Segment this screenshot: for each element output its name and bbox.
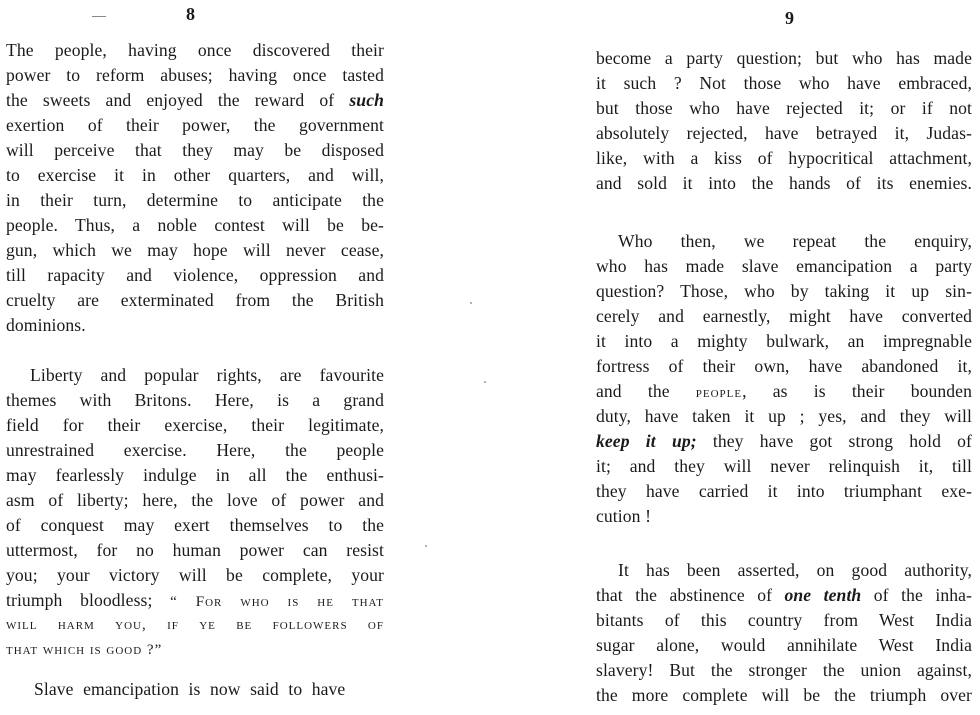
text-line: will perceive that they may be disposed [6,140,384,160]
small-caps-quote-line: will harm you, if ye be followers of [6,617,384,633]
text-line: duty, have taken it up ; yes, and they will [596,406,972,426]
emphasis-keep-it-up: keep it up; [596,431,697,451]
text-line: sugar alone, would annihilate West India [596,635,972,655]
text-line: fortress of their own, have abandoned it, [596,356,972,376]
text-line: it into a mighty bulwark, an impregnable [596,331,972,351]
print-speck [484,381,486,383]
text-line: cution ! [596,506,652,526]
text-line: till rapacity and violence, oppression and [6,265,384,285]
print-speck [470,302,472,304]
text-fragment: they have got strong hold of [696,431,972,451]
text-line: you; your victory will be complete, your [6,565,384,585]
text-line: field for their exercise, their legitimate, [6,415,384,435]
header-rule [92,16,106,17]
small-caps-people: people [695,385,743,401]
text-line: to exercise it in other quarters, and will, [6,165,384,185]
text-line: may fearlessly indulge in all the enthusi- [6,465,384,485]
text-line [596,379,972,404]
text-line: in their turn, determine to anticipate the [6,190,384,210]
text-line: people. Thus, a noble contest will be be- [6,215,384,235]
text-line: absolutely rejected, have betrayed it, Judas- [596,123,972,143]
print-speck [425,545,427,547]
right-paragraph-1 [596,46,972,196]
text-line: become a party question; but who has made [596,48,972,68]
text-fragment: , as is their bounden [742,381,972,401]
text-line: It has been asserted, on good authority, [618,560,972,580]
text-line: asm of liberty; here, the love of power and [6,490,384,510]
text-line: Slave emancipation is now said to have [34,679,346,699]
text-line: it; and they will never relinquish it, till [596,456,972,476]
text-fragment: and the [596,381,696,401]
text-line: the more complete will be the triumph over [596,685,972,705]
page-number-left: 8 [186,4,195,24]
text-line: cerely and earnestly, might have converted [596,306,972,326]
text-line: but those who have rejected it; or if not [596,98,972,118]
text-line [596,583,972,608]
right-paragraph-3 [596,558,972,708]
text-line: unrestrained exercise. Here, the people [6,440,384,460]
text-line: and sold it into the hands of its enemies. [596,173,972,193]
text-line: slavery! But the stronger the union against, [596,660,972,680]
text-line: question? Those, who by taking it up sin- [596,281,972,301]
right-paragraph-2 [596,229,972,529]
right-page [500,0,980,715]
text-line: The people, having once discovered their [6,40,384,60]
text-fragment: of the inha- [861,585,972,605]
page-number-right: 9 [785,8,794,28]
left-paragraph-1 [6,38,384,338]
text-line: power to reform abuses; having once tasted [6,65,384,85]
left-paragraph-2 [6,363,384,663]
text-line [596,429,972,454]
text-line: exertion of their power, the government [6,115,384,135]
text-line: it such ? Not those who have embraced, [596,73,972,93]
left-paragraph-3 [6,677,384,702]
text-line: gun, which we may hope will never cease, [6,240,384,260]
text-line: who has made slave emancipation a party [596,256,972,276]
emphasis-such: such [349,90,384,110]
left-page [0,0,470,715]
text-line: bitants of this country from West India [596,610,972,630]
text-line: they have carried it into triumphant exe- [596,481,972,501]
text-fragment: triumph bloodless; [6,590,171,610]
emphasis-one-tenth: one tenth [784,585,862,605]
text-fragment: that the abstinence of [596,585,785,605]
text-line: cruelty are exterminated from the British [6,290,384,310]
text-line: like, with a kiss of hypocritical attachment, [596,148,972,168]
text-line: Who then, we repeat the enquiry, [618,231,972,251]
text-line: of conquest may exert themselves to the [6,515,384,535]
small-caps-quote: “ For who is he that [170,594,384,610]
text-line: themes with Britons. Here, is a grand [6,390,384,410]
text-line [6,88,384,113]
text-line: uttermost, for no human power can resist [6,540,384,560]
text-line [6,588,384,613]
text-fragment: the sweets and enjoyed the reward of [6,90,350,110]
small-caps-quote-line: that which is good ?” [6,642,163,658]
text-line: Liberty and popular rights, are favourite [30,365,384,385]
text-line: dominions. [6,315,86,335]
